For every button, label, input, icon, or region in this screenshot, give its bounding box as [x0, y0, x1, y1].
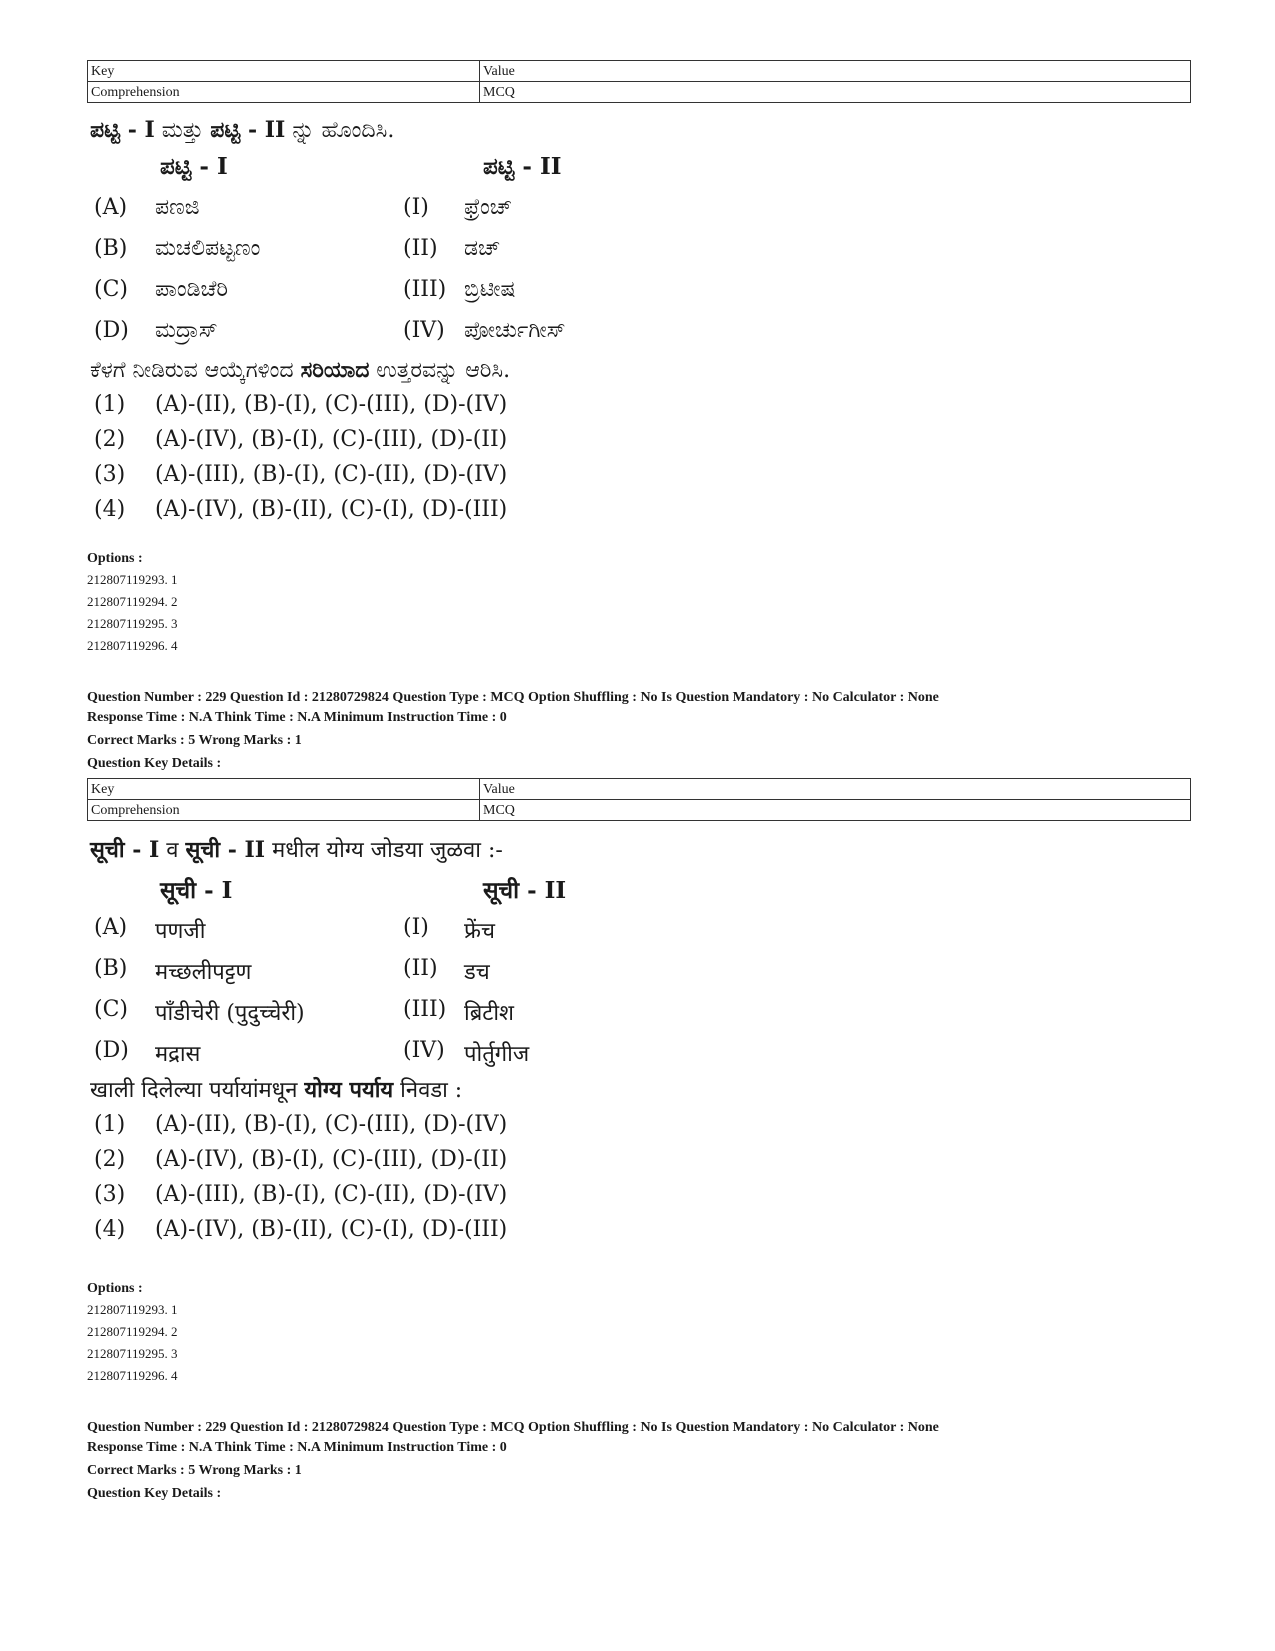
- answer-choice: [90, 1110, 990, 1145]
- choose-text: ಕೆಳಗೆ ನೀಡಿರುವ ಆಯ್ಕೆಗಳಿಂದ: [90, 358, 301, 383]
- options-title: Options :: [87, 551, 143, 566]
- option-id: 212807119294. 2: [87, 594, 178, 609]
- row-label-a: (A): [94, 915, 128, 940]
- row-label-b: (III): [403, 277, 447, 302]
- row-text-a: ಪಣಜಿ: [155, 195, 200, 220]
- choose-text: निवडा :: [393, 1078, 463, 1103]
- value-header: Value: [480, 61, 1191, 82]
- answer-number: (1): [94, 392, 126, 417]
- options-block: [87, 548, 178, 657]
- question-info: [87, 688, 1197, 774]
- answer-text: (A)-(IV), (B)-(II), (C)-(I), (D)-(III): [155, 1217, 508, 1242]
- answer-number: (1): [94, 1112, 126, 1137]
- list1-ref: ಪಟ್ಟಿ - I: [90, 117, 155, 143]
- answer-number: (2): [94, 1147, 126, 1172]
- answer-text: (A)-(IV), (B)-(I), (C)-(III), (D)-(II): [155, 427, 508, 452]
- row-text-a: ಪಾಂಡಿಚೆರಿ: [155, 277, 228, 302]
- row-label-b: (III): [403, 997, 447, 1022]
- answer-choice: [90, 1215, 990, 1250]
- row-label-b: (I): [403, 915, 429, 940]
- answer-number: (3): [94, 462, 126, 487]
- marks-line: Correct Marks : 5 Wrong Marks : 1: [87, 1463, 302, 1478]
- choose-instruction: [90, 1075, 990, 1106]
- answer-number: (4): [94, 1217, 126, 1242]
- list2-ref: सूची - II: [185, 837, 266, 863]
- option-id: 212807119296. 4: [87, 638, 178, 653]
- answer-list: [90, 390, 990, 530]
- row-label-a: (C): [94, 997, 128, 1022]
- row-text-a: ಮಚಲಿಪಟ್ಟಣಂ: [155, 236, 261, 261]
- answer-number: (4): [94, 497, 126, 522]
- question-instruction: [90, 836, 990, 865]
- answer-choice: [90, 1145, 990, 1180]
- match-row: [90, 1032, 990, 1073]
- key-details-label: Question Key Details :: [87, 1486, 222, 1501]
- row-text-b: ಪೋರ್ಚುಗೀಸ್: [464, 318, 566, 343]
- row-text-a: पाँडीचेरी (पुदुच्चेरी): [155, 1001, 305, 1026]
- choose-emphasis: ಸರಿಯಾದ: [300, 357, 370, 383]
- match-row: [90, 230, 990, 271]
- list-headers: [90, 865, 990, 909]
- row-label-a: (D): [94, 1038, 129, 1063]
- row-label-b: (II): [403, 236, 438, 261]
- timing-meta-line: Response Time : N.A Think Time : N.A Minimum Instruction Time : 0: [87, 1440, 507, 1455]
- row-text-b: ಡಚ್: [464, 236, 501, 261]
- row-text-b: पोर्तुगीज: [464, 1042, 530, 1067]
- row-label-a: (B): [94, 236, 128, 261]
- row-text-b: डच: [464, 960, 490, 985]
- row-text-a: मद्रास: [155, 1042, 201, 1067]
- marks-line: Correct Marks : 5 Wrong Marks : 1: [87, 733, 302, 748]
- option-id: 212807119293. 1: [87, 1302, 178, 1317]
- row-text-b: ಫ್ರೆಂಚ್: [464, 195, 512, 220]
- key-header: Key: [88, 779, 480, 800]
- row-label-b: (II): [403, 956, 438, 981]
- instruction-text: व: [159, 838, 186, 863]
- question-info: [87, 1418, 1197, 1504]
- instruction-text: ನ್ನು ಹೊಂದಿಸಿ.: [285, 118, 395, 143]
- options-block: [87, 1278, 178, 1387]
- question-kannada: [90, 116, 990, 530]
- instruction-text: मधील योग्य जोडया जुळवा :-: [265, 838, 503, 863]
- row-label-a: (D): [94, 318, 129, 343]
- timing-meta-line: Response Time : N.A Think Time : N.A Minimum Instruction Time : 0: [87, 710, 507, 725]
- table-header-row: [88, 779, 1191, 800]
- instruction-text: ಮತ್ತು: [154, 118, 211, 143]
- match-row: [90, 991, 990, 1032]
- choose-text: ಉತ್ತರವನ್ನು ಆರಿಸಿ.: [369, 358, 511, 383]
- answer-choice: [90, 390, 990, 425]
- options-title: Options :: [87, 1281, 143, 1296]
- row-text-b: ब्रिटीश: [464, 1001, 515, 1026]
- match-row: [90, 189, 990, 230]
- question-instruction: [90, 116, 990, 145]
- answer-text: (A)-(IV), (B)-(I), (C)-(III), (D)-(II): [155, 1147, 508, 1172]
- row-label-a: (C): [94, 277, 128, 302]
- match-row: [90, 312, 990, 353]
- key-header: Key: [88, 61, 480, 82]
- table-row: [88, 82, 1191, 103]
- answer-text: (A)-(III), (B)-(I), (C)-(II), (D)-(IV): [155, 462, 508, 487]
- question-marathi: [90, 836, 990, 1250]
- list1-ref: सूची - I: [90, 837, 160, 863]
- row-text-a: पणजी: [155, 919, 206, 944]
- match-row: [90, 950, 990, 991]
- key-details-label: Question Key Details :: [87, 756, 222, 771]
- value-cell: MCQ: [480, 800, 1191, 821]
- row-label-b: (IV): [403, 318, 445, 343]
- answer-text: (A)-(II), (B)-(I), (C)-(III), (D)-(IV): [155, 392, 508, 417]
- option-id: 212807119296. 4: [87, 1368, 178, 1383]
- list2-heading: सूची - II: [483, 877, 567, 904]
- key-cell: Comprehension: [88, 82, 480, 103]
- row-label-a: (A): [94, 195, 128, 220]
- list-headers: [90, 145, 990, 189]
- match-row: [90, 909, 990, 950]
- value-cell: MCQ: [480, 82, 1191, 103]
- answer-list: [90, 1110, 990, 1250]
- option-id: 212807119295. 3: [87, 1346, 178, 1361]
- choose-instruction: [90, 355, 990, 386]
- answer-text: (A)-(IV), (B)-(II), (C)-(I), (D)-(III): [155, 497, 508, 522]
- question-meta-line: Question Number : 229 Question Id : 21280729824 Question Type : MCQ Option Shuffling : No Is Question Mandatory : No Calculator : None: [87, 1420, 939, 1435]
- option-id: 212807119294. 2: [87, 1324, 178, 1339]
- answer-choice: [90, 425, 990, 460]
- answer-choice: [90, 495, 990, 530]
- table-header-row: [88, 61, 1191, 82]
- option-id: 212807119295. 3: [87, 616, 178, 631]
- row-label-a: (B): [94, 956, 128, 981]
- answer-text: (A)-(III), (B)-(I), (C)-(II), (D)-(IV): [155, 1182, 508, 1207]
- question-meta-line: Question Number : 229 Question Id : 21280729824 Question Type : MCQ Option Shuffling : No Is Question Mandatory : No Calculator : None: [87, 690, 939, 705]
- answer-number: (2): [94, 427, 126, 452]
- key-cell: Comprehension: [88, 800, 480, 821]
- answer-text: (A)-(II), (B)-(I), (C)-(III), (D)-(IV): [155, 1112, 508, 1137]
- list1-heading: ಪಟ್ಟಿ - I: [160, 153, 228, 180]
- choose-text: खाली दिलेल्या पर्यायांमधून: [90, 1078, 305, 1103]
- row-label-b: (IV): [403, 1038, 445, 1063]
- row-text-b: ಬ್ರಿಟೀಷ: [464, 277, 516, 302]
- answer-choice: [90, 1180, 990, 1215]
- row-text-a: ಮದ್ರಾಸ್: [155, 318, 218, 343]
- option-id: 212807119293. 1: [87, 572, 178, 587]
- choose-emphasis: योग्य पर्याय: [304, 1077, 394, 1103]
- question-key-table: [87, 60, 1191, 103]
- list1-heading: सूची - I: [160, 877, 233, 904]
- list2-ref: ಪಟ್ಟಿ - II: [210, 117, 286, 143]
- answer-number: (3): [94, 1182, 126, 1207]
- question-key-table: [87, 778, 1191, 821]
- list2-heading: ಪಟ್ಟಿ - II: [483, 153, 562, 180]
- table-row: [88, 800, 1191, 821]
- row-text-b: फ्रेंच: [464, 919, 495, 944]
- row-text-a: मच्छलीपट्टण: [155, 960, 252, 985]
- row-label-b: (I): [403, 195, 429, 220]
- answer-choice: [90, 460, 990, 495]
- value-header: Value: [480, 779, 1191, 800]
- match-row: [90, 271, 990, 312]
